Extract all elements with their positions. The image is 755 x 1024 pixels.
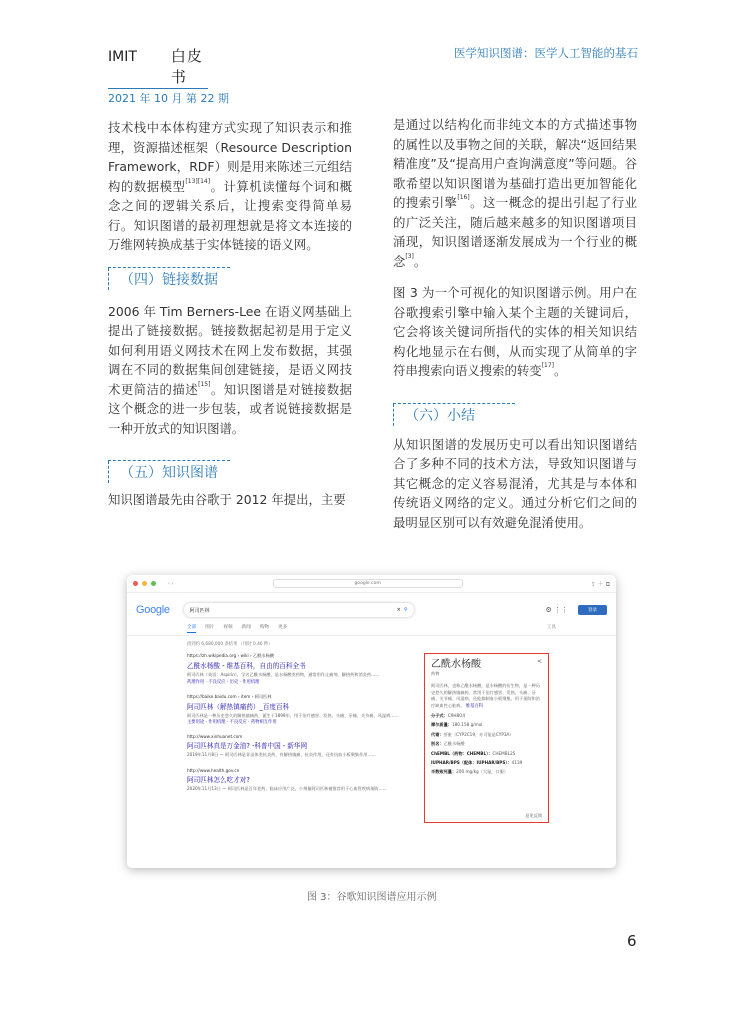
paragraph: 知识图谱最先由谷歌于 2012 年提出，主要: [108, 492, 346, 507]
paragraph: [393, 283, 637, 381]
citation: [13][14]: [185, 177, 211, 185]
panel-subtitle: 药物: [431, 671, 440, 676]
share-new-tab-icons[interactable]: ⇪ ＋ ⧉: [590, 580, 610, 588]
paragraph: [393, 115, 637, 271]
fact-key: IUPHAR/BPS（配体：IUPHAR/BPS）：: [431, 760, 512, 766]
fact-row: [431, 732, 542, 738]
feedback-link[interactable]: 意见反馈: [525, 812, 542, 818]
page-number: 6: [627, 932, 637, 950]
tools-button[interactable]: 工具: [546, 625, 556, 630]
fact-row: [431, 722, 542, 728]
tab-more[interactable]: 更多: [278, 625, 288, 630]
fact-row: [431, 741, 542, 747]
citation: [16]: [457, 194, 470, 201]
text: 。: [413, 253, 427, 269]
doc-type: 白皮书: [170, 47, 203, 86]
heading-text: （六）小结: [405, 407, 475, 424]
search-result: [187, 768, 402, 793]
text: 2006 年 Tim Berners-Lee 在语义网基础上提出了链接数据。链接数据起初是用于定义如何利用语义网技术在网上发布数据，其强调在不同的数据集间创建链接，是语义网技术更简洁的描述: [108, 303, 352, 397]
figure-google-screenshot: [127, 575, 616, 868]
fact-value: 肝脏（CYP2C19，亦可能是CYP3A）: [443, 731, 514, 737]
issue-date: 2021 年 10 月 第 22 期: [108, 92, 229, 105]
fact-value: CHEMBL25: [492, 750, 516, 756]
fact-key: 摩尔质量：: [431, 722, 452, 728]
search-result: [187, 734, 402, 759]
text: 图 3 为一个可视化的知识图谱示例。用户在谷歌搜索引擎中输入某个主题的关键词后，它会将该关键词所指代的实体的相关知识结构化地显示在右侧，从而实现了从简单的字符串搜索向语义搜索的转变: [393, 285, 637, 378]
result-url[interactable]: http://www.health.gov.cn: [187, 767, 240, 773]
text: 。计算机读懂每个词和概念之间的逻辑关系后，让搜索变得简单易行。知识图谱的最初理想就是将文本连接的万维网转换成基于实体链接的语义网。: [108, 178, 353, 252]
section-heading-6: [393, 403, 515, 429]
section-heading-4: [108, 267, 230, 293]
fact-value: C9H8O4: [447, 713, 466, 719]
back-icon[interactable]: ‹ ›: [168, 580, 174, 587]
fact-row: [431, 769, 542, 775]
paragraph: [108, 118, 352, 255]
tab-videos[interactable]: 视频: [223, 625, 233, 630]
heading-text: （五）知识图谱: [120, 465, 218, 481]
fact-key: ChEMBL（药物：CHEMBL）：: [431, 750, 493, 756]
result-snippet: 2020年11月13日 — 阿司匹林是百年老药，临床应用广泛，小剂量阿司匹林被推荐用于心血管疾病预防……: [187, 785, 387, 791]
source-link[interactable]: 维基百科: [465, 703, 484, 709]
text: 阿司匹林，也称乙酰水杨酸，是水杨酸的衍生物，是一种历史悠久的解热镇痛药，常用于治疗感冒、发热、头痛、牙痛、关节痛、风湿病，还能抑制血小板聚集，用于预防和治疗缺血性心脏病。: [431, 683, 540, 708]
result-title[interactable]: 阿司匹林真是万金油? -科普中国 - 新华网: [187, 742, 308, 750]
text: 。: [554, 363, 567, 378]
search-results: [187, 641, 402, 801]
maximize-dot-icon[interactable]: [151, 581, 156, 586]
google-header: [136, 600, 607, 620]
fact-row: [431, 760, 542, 766]
result-snippet: 2019年11月8日 — 阿司匹林是非甾体类抗炎药，有解热镇痛、抗炎作用，还有抗血小板聚集作用……: [187, 752, 376, 757]
result-sitelinks[interactable]: 主要用途 · 作用机理 · 不良反应 · 药物相互作用: [187, 720, 277, 725]
close-dot-icon[interactable]: [133, 581, 138, 586]
browser-toolbar: [127, 575, 616, 593]
text: 技术栈中本体构建方式实现了知识表示和推理，资源描述框架（Resource Description Framework，RDF）则是用来陈述三元组结构的数据模型: [108, 120, 352, 194]
fact-value: 4139: [511, 760, 523, 766]
text: 。这一概念的提出引起了行业的广泛关注，随后越来越多的知识图谱项目涌现，知识图谱逐渐发展成为一个行业的概念: [393, 195, 638, 269]
fact-row: [431, 751, 542, 757]
search-result: [187, 653, 402, 685]
tab-all[interactable]: 全部: [187, 624, 196, 633]
result-snippet: 阿司匹林（英语：Aspirin），学名乙酰水杨酸，是水杨酸类药物，通常用作止痛剂、解热药和消炎药……: [187, 672, 380, 677]
search-tabs: [187, 624, 556, 633]
result-title[interactable]: 阿司匹林（解热镇痛药）_百度百科: [187, 702, 290, 711]
clear-icon[interactable]: ×: [396, 607, 401, 613]
text: 是通过以结构化而非纯文本的方式描述事物的属性以及事物之间的关联，解决“返回结果精准度”及“提高用户查询满意度”等问题。谷歌希望以知识图谱为基础打造出更加智能化的搜索引擎: [393, 117, 637, 210]
query: 阿司匹林: [189, 607, 210, 614]
minimize-dot-icon[interactable]: [142, 581, 147, 586]
brand: [108, 45, 208, 89]
citation: [15]: [198, 380, 211, 388]
panel-title: 乙酰水杨酸: [431, 659, 481, 670]
result-url[interactable]: http://www.xinhuanet.com: [187, 734, 243, 739]
citation: [3]: [405, 252, 414, 260]
result-snippet: 阿司匹林是一种历史悠久的解热镇痛药，诞生于1899年，用于治疗感冒、发热、头痛、牙痛、关节痛、风湿病……: [187, 712, 399, 718]
fact-key: 分子式：: [431, 713, 448, 719]
tab-shopping[interactable]: 购物: [259, 625, 270, 630]
settings-apps-icons[interactable]: ⚙ ⋮⋮: [545, 606, 568, 614]
tab-news[interactable]: 新闻: [241, 625, 251, 630]
fact-value: 乙酰水杨酸: [443, 741, 465, 747]
section-heading-5: [108, 460, 230, 486]
search-input[interactable]: [184, 603, 414, 617]
signin-button[interactable]: 登录: [578, 605, 607, 615]
result-url[interactable]: https://baike.baidu.com › item › 阿司匹林: [187, 693, 272, 699]
left-column: [108, 118, 352, 510]
fact-key: 半数致死量：: [431, 769, 457, 775]
address-bar[interactable]: google.com: [273, 579, 463, 588]
paragraph: 从知识图谱的发展历史可以看出知识图谱结合了多种不同的技术方法，导致知识图谱与其它概念的定义容易混淆，尤其是与本体和传统语义网络的定义。通过分析它们之间的最明显区别可以有效避免混淆使用。: [393, 436, 637, 530]
result-url[interactable]: https://zh.wikipedia.org › wiki › 乙酰水杨酸: [187, 653, 274, 658]
result-stats: 找到约 6,680,000 条结果 （用时 0.46 秒）: [187, 642, 273, 647]
panel-description: [431, 683, 542, 710]
fact-value: 180.158 g/mol: [451, 722, 483, 728]
paragraph: [108, 302, 352, 439]
brand-name: IMIT: [108, 49, 137, 65]
fact-value: 200 mg/kg（大鼠，口服）: [456, 769, 509, 775]
result-title[interactable]: 阿司匹林怎么吃才对?: [187, 775, 250, 784]
running-title: 医学知识图谱：医学人工智能的基石: [454, 46, 638, 60]
tab-images[interactable]: 图片: [205, 625, 215, 630]
header-left: [108, 45, 229, 106]
divider: [127, 635, 616, 636]
right-column: [393, 115, 637, 532]
search-result: [187, 694, 402, 726]
google-logo[interactable]: Google: [136, 604, 170, 616]
fact-row: [431, 713, 542, 719]
text: 。知识图谱是对链接数据这个概念的进一步包装，或者说链接数据是一种开放式的知识图谱。: [108, 381, 353, 436]
fact-key: 别名：: [431, 741, 444, 747]
heading-text: （四）链接数据: [120, 271, 218, 288]
citation: [17]: [541, 362, 555, 369]
figure-caption: 图 3：谷歌知识图谱应用示例: [307, 892, 437, 903]
result-sitelinks[interactable]: 药理作用 · 不良反应 · 历史 · 作用机理: [187, 679, 260, 685]
share-icon[interactable]: <: [536, 658, 542, 665]
fact-key: 代谢：: [431, 731, 444, 737]
result-title[interactable]: 乙酰水杨酸 - 维基百科，自由的百科全书: [187, 662, 306, 670]
knowledge-panel: [424, 653, 549, 823]
search-icon[interactable]: ⚲: [404, 607, 408, 613]
